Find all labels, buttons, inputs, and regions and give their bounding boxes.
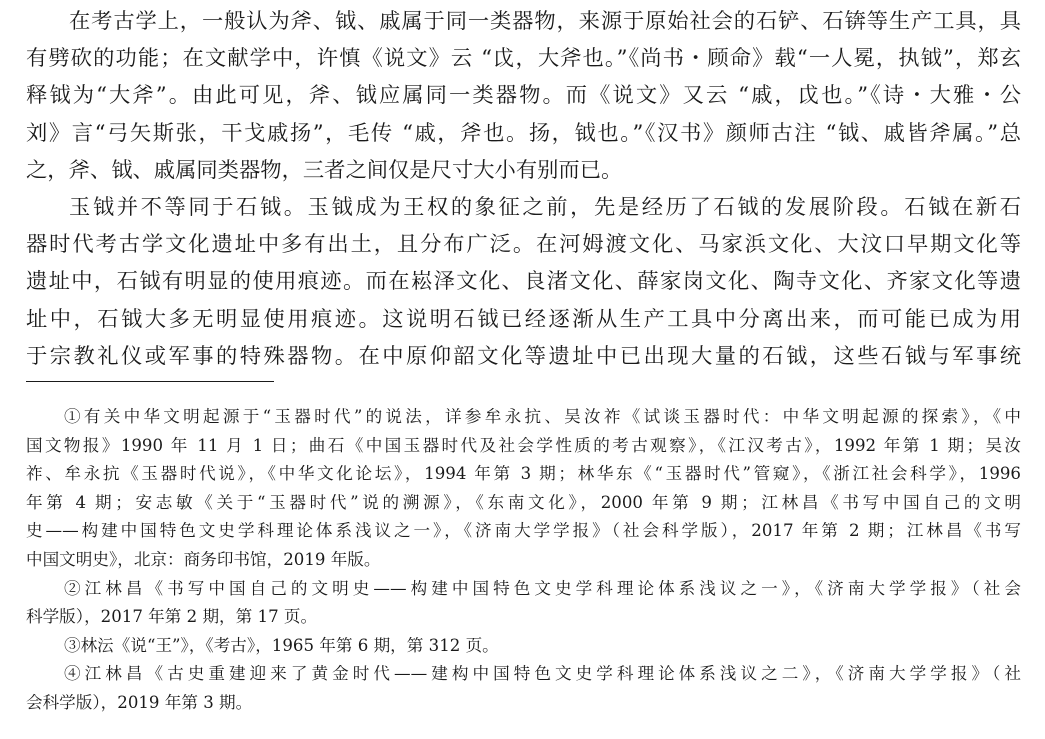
text-line: 于宗教礼仪或军事的特殊器物。在中原仰韶文化等遗址中已出现大量的石钺，这些石钺与军事统 [26, 343, 1021, 369]
footnote [26, 575, 1021, 632]
text-line: 之，斧、钺、戚属同类器物，三者之间仅是尺寸大小有别而已。 [26, 157, 623, 183]
text-line: 址中，石钺大多无明显使用痕迹。这说明石钺已经逐渐从生产工具中分离出来，而可能已成为用 [26, 306, 1021, 332]
text-line: 刘》言“弓矢斯张，干戈戚扬”，毛传 “戚，斧也。扬，钺也。”《汉书》颜师古注 “钺、戚皆斧属。”总 [26, 120, 1021, 146]
text-line: 遗址中，石钺有明显的使用痕迹。而在崧泽文化、良渚文化、薛家岗文化、陶寺文化、齐家文化等遗 [26, 269, 1021, 295]
footnote [26, 403, 1021, 575]
footnote [26, 660, 1021, 717]
footnote-line: ①有关中华文明起源于“玉器时代”的说法，详参牟永抗、吴汝祚《试谈玉器时代：中华文明起源的探索》，《中 [64, 407, 1021, 426]
footnote-line: 史——构建中国特色文史学科理论体系浅议之一》，《济南大学学报》（社会科学版），2017 年第 2 期；江林昌《书写 [26, 521, 1021, 541]
paragraph [26, 189, 1021, 375]
footnotes [26, 403, 1021, 718]
paragraph [26, 3, 1021, 189]
footnote-line: 科学版），2017 年第 2 期，第 17 页。 [26, 607, 318, 627]
text-line: 在考古学上，一般认为斧、钺、戚属于同一类器物，来源于原始社会的石铲、石锛等生产工具，具 [69, 9, 1021, 34]
text-line: 释钺为“大斧”。由此可见，斧、钺应属同一类器物。而《说文》又云 “戚，戉也。”《诗・大雅・公 [26, 83, 1021, 109]
footnote [26, 632, 1021, 661]
footnote-line: ④江林昌《古史重建迎来了黄金时代——建构中国特色文史学科理论体系浅议之二》，《济南大学学报》（社 [64, 664, 1021, 684]
footnote-line: 国文物报》1990 年 11 月 1 日；曲石《中国玉器时代及社会学性质的考古观察》，《江汉考古》，1992 年第 1 期；吴汝 [26, 435, 1021, 455]
footnote-line: 祚、牟永抗《玉器时代说》，《中华文化论坛》，1994 年第 3 期；林华东《“玉器时代”管窥》，《浙江社会科学》，1996 [26, 464, 1021, 484]
footnote-line: 中国文明史》，北京：商务印书馆，2019 年版。 [26, 549, 381, 569]
footnote-line: 年第 4 期；安志敏《关于“玉器时代”说的溯源》，《东南文化》，2000 年第 9 期；江林昌《书写中国自己的文明 [26, 492, 1021, 512]
text-line: 玉钺并不等同于石钺。玉钺成为王权的象征之前，先是经历了石钺的发展阶段。石钺在新石 [69, 194, 1021, 220]
footnote-line: ②江林昌《书写中国自己的文明史——构建中国特色文史学科理论体系浅议之一》，《济南大学学报》（社会 [64, 578, 1021, 598]
footnote-line: 会科学版），2019 年第 3 期。 [26, 692, 253, 712]
text-line: 有劈砍的功能；在文献学中，许慎《说文》云 “戉，大斧也。”《尚书・顾命》载“一人冕，执钺”，郑玄 [26, 46, 1021, 72]
footnote-line: ③林沄《说“王”》，《考古》，1965 年第 6 期，第 312 页。 [64, 635, 499, 655]
text-line: 器时代考古学文化遗址中多有出土，且分布广泛。在河姆渡文化、马家浜文化、大汶口早期文化等 [26, 232, 1021, 258]
main-text [26, 3, 1021, 375]
footnote-divider [26, 381, 274, 382]
